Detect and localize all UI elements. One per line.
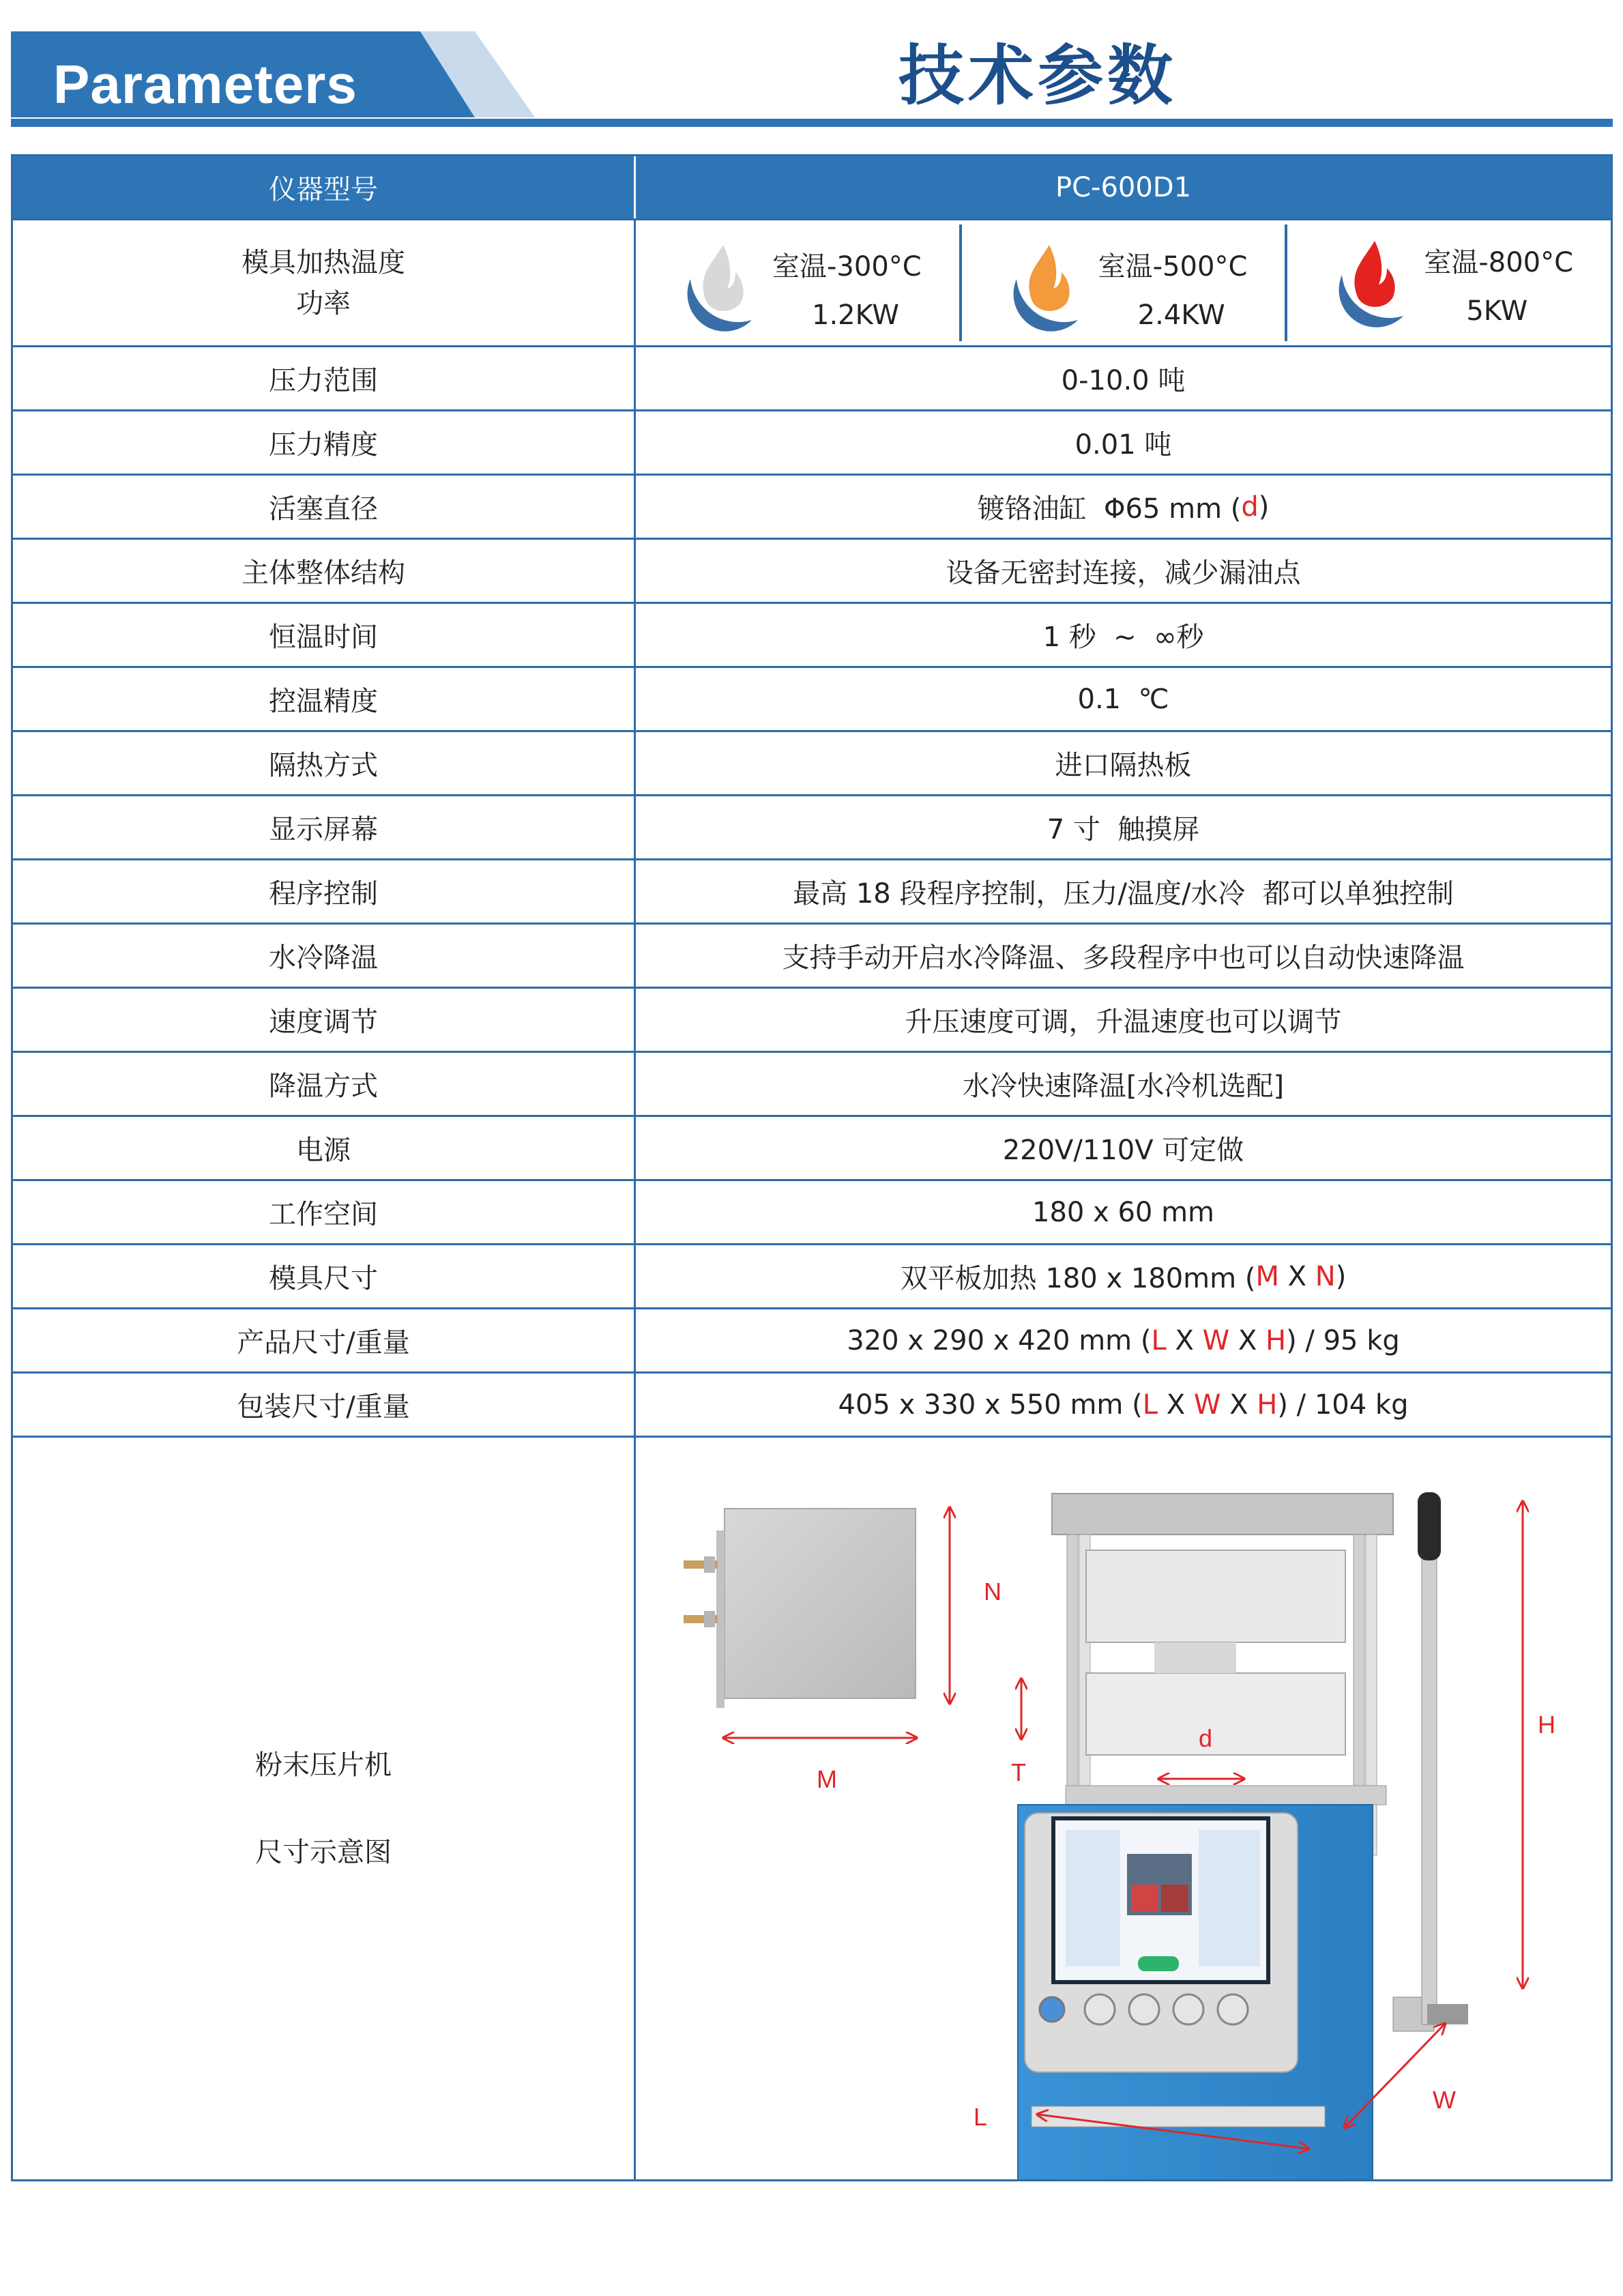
mold-plate <box>684 1509 916 1708</box>
table-row <box>13 1245 1611 1309</box>
row-value: 220V/110V 可定做 <box>1002 1135 1244 1166</box>
heating-row <box>13 220 1611 347</box>
row-label: 主体整体结构 <box>13 540 636 602</box>
heating-range: 室温-300°C <box>772 251 922 282</box>
heating-power: 5KW <box>1466 295 1528 327</box>
row-label: 降温方式 <box>13 1053 636 1115</box>
row-label: 压力范围 <box>13 347 636 409</box>
dim-label-h: H <box>1538 1711 1555 1739</box>
press-machine <box>1018 1492 1468 2179</box>
header-title-en: Parameters <box>53 54 357 115</box>
row-label: 产品尺寸/重量 <box>13 1309 636 1371</box>
diagram-label <box>13 1438 636 2179</box>
row-value: 180 x 60 mm <box>1032 1196 1214 1228</box>
row-value: 镀铬油缸 Φ65 mm ( d ) <box>977 491 1270 525</box>
table-row <box>13 732 1611 796</box>
row-value: 支持手动开启水冷降温、多段程序中也可以自动快速降温 <box>782 942 1465 974</box>
dim-label-d: d <box>1199 1724 1213 1752</box>
flame-icon <box>670 238 772 340</box>
heating-label-line1: 模具加热温度 <box>242 246 405 278</box>
table-row <box>13 347 1611 411</box>
table-row <box>13 411 1611 476</box>
table-row <box>13 668 1611 732</box>
diagram-label-line2: 尺寸示意图 <box>255 1836 392 1868</box>
table-row <box>13 989 1611 1053</box>
heating-range: 室温-500°C <box>1098 251 1248 282</box>
table-row <box>13 860 1611 925</box>
row-label: 包装尺寸/重量 <box>13 1374 636 1436</box>
row-value: 7 寸 触摸屏 <box>1047 814 1200 845</box>
dim-label-m: M <box>817 1765 837 1793</box>
row-value: 405 x 330 x 550 mm ( L X W X H ) / 104 kg <box>838 1389 1409 1421</box>
row-value: 0-10.0 吨 <box>1061 365 1186 396</box>
row-label: 隔热方式 <box>13 732 636 794</box>
diagram-row <box>13 1438 1611 2179</box>
heating-range: 室温-800°C <box>1424 247 1574 278</box>
row-label: 压力精度 <box>13 411 636 474</box>
table-row <box>13 1181 1611 1245</box>
row-value: 0.01 吨 <box>1074 429 1172 461</box>
table-row <box>13 540 1611 604</box>
row-label: 水冷降温 <box>13 925 636 987</box>
dim-label-w: W <box>1433 2086 1456 2114</box>
row-label: 工作空间 <box>13 1181 636 1243</box>
row-label: 程序控制 <box>13 860 636 922</box>
table-row <box>13 604 1611 668</box>
header-title-cn: 技术参数 <box>898 38 1177 114</box>
heating-options <box>636 220 1611 345</box>
page-header <box>11 31 1613 128</box>
diagram-label-line1: 粉末压片机 <box>255 1749 392 1781</box>
row-value: 设备无密封连接，减少漏油点 <box>946 557 1301 589</box>
head-label: 仪器型号 <box>13 156 636 218</box>
flame-icon <box>1321 234 1424 336</box>
spec-table <box>11 154 1613 2181</box>
heating-power: 1.2KW <box>812 300 899 331</box>
table-row <box>13 1053 1611 1117</box>
row-label: 控温精度 <box>13 668 636 730</box>
table-row <box>13 1374 1611 1438</box>
table-row <box>13 796 1611 860</box>
row-label: 速度调节 <box>13 989 636 1051</box>
flame-icon <box>996 238 1098 340</box>
heating-option <box>636 224 962 341</box>
table-head-row <box>13 156 1611 220</box>
heating-option <box>1287 220 1611 345</box>
row-value: 1 秒 ~ ∞秒 <box>1042 622 1204 653</box>
table-row <box>13 476 1611 540</box>
row-label: 模具尺寸 <box>13 1245 636 1307</box>
table-row <box>13 1309 1611 1374</box>
dim-label-t: T <box>1011 1758 1026 1786</box>
row-value: 进口隔热板 <box>1055 750 1192 781</box>
press-illustration <box>636 1438 1611 2179</box>
row-value: 320 x 290 x 420 mm ( L X W X H ) / 95 kg <box>847 1324 1400 1356</box>
table-row <box>13 925 1611 989</box>
row-label: 恒温时间 <box>13 604 636 666</box>
heating-power: 2.4KW <box>1137 300 1225 331</box>
dim-label-n: N <box>984 1578 1001 1605</box>
row-value: 0.1 ℃ <box>1077 683 1169 715</box>
row-label: 显示屏幕 <box>13 796 636 858</box>
head-model: PC-600D1 <box>1055 171 1192 203</box>
heating-option <box>962 224 1288 341</box>
row-value: 最高 18 段程序控制，压力/温度/水冷 都可以单独控制 <box>793 878 1454 910</box>
dimension-diagram <box>636 1438 1611 2179</box>
dim-label-l: L <box>974 2103 988 2131</box>
row-value: 双平板加热 180 x 180mm ( M X N ) <box>900 1260 1347 1294</box>
row-label: 电源 <box>13 1117 636 1179</box>
row-value: 升压速度可调，升温速度也可以调节 <box>905 1006 1342 1038</box>
heating-label-line2: 功率 <box>296 287 351 319</box>
table-row <box>13 1117 1611 1181</box>
row-value: 水冷快速降温[水冷机选配] <box>962 1071 1285 1102</box>
heating-label <box>13 220 636 345</box>
row-label: 活塞直径 <box>13 476 636 538</box>
